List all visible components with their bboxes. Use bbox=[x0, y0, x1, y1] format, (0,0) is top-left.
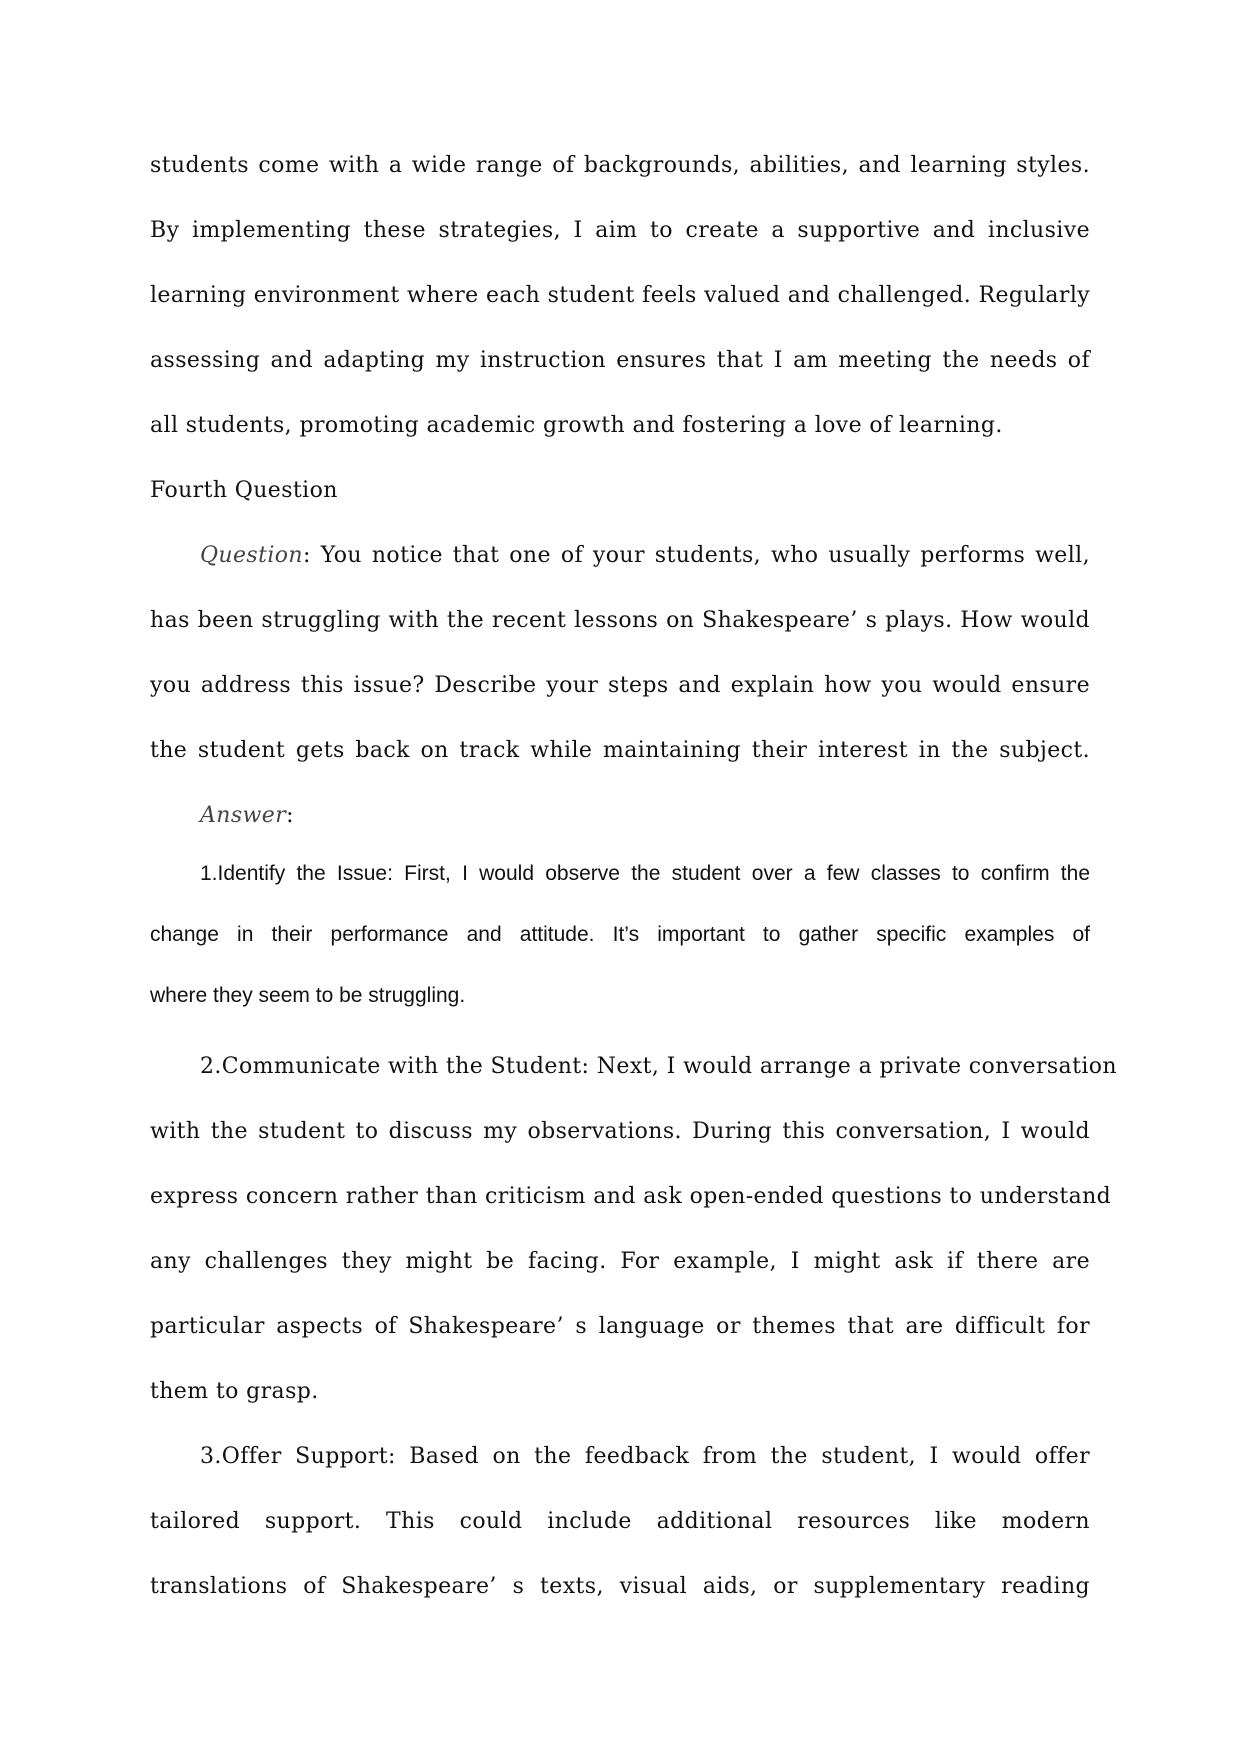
answer-line bbox=[150, 783, 1090, 848]
intro-paragraph bbox=[150, 133, 1090, 523]
intro-line: By implementing these strategies, I aim to create a supportive and inclusive bbox=[150, 218, 1090, 243]
intro-line: students come with a wide range of backgrounds, abilities, and learning styles. bbox=[150, 153, 1090, 178]
step1-line: where they seem to be struggling. bbox=[150, 984, 466, 1007]
step1-paragraph bbox=[150, 843, 1090, 1026]
question-label: Question bbox=[200, 543, 304, 568]
answer-suffix: : bbox=[286, 803, 294, 828]
answer-label: Answer bbox=[200, 803, 287, 828]
section-heading: Fourth Question bbox=[150, 478, 338, 503]
intro-line: learning environment where each student feels valued and challenged. Regularly bbox=[150, 283, 1091, 308]
step2-line: 2.Communicate with the Student: Next, I would arrange a private conversation bbox=[200, 1054, 1117, 1079]
step1-line: 1.Identify the Issue: First, I would observe the student over a few classes to confirm the bbox=[200, 862, 1090, 885]
question-line: the student gets back on track while maintaining their interest in the subject. bbox=[150, 738, 1090, 763]
question-line: has been struggling with the recent lessons on Shakespeare’ s plays. How would bbox=[150, 608, 1090, 633]
question-line: you address this issue? Describe your steps and explain how you would ensure bbox=[150, 673, 1090, 698]
intro-line: all students, promoting academic growth and fostering a love of learning. bbox=[150, 413, 1003, 438]
step3-line: translations of Shakespeare’ s texts, visual aids, or supplementary reading bbox=[150, 1574, 1090, 1599]
question-first-line bbox=[150, 523, 1090, 588]
step3-line: 3.Offer Support: Based on the feedback from the student, I would offer bbox=[200, 1444, 1090, 1469]
step3-paragraph bbox=[150, 1424, 1090, 1619]
step2-line: any challenges they might be facing. For example, I might ask if there are bbox=[150, 1249, 1090, 1274]
step2-line: express concern rather than criticism and ask open-ended questions to understand bbox=[150, 1184, 1112, 1209]
step2-line: them to grasp. bbox=[150, 1379, 319, 1404]
intro-line: assessing and adapting my instruction ensures that I am meeting the needs of bbox=[150, 348, 1090, 373]
step1-line: change in their performance and attitude. It’s important to gather specific examples of bbox=[150, 923, 1090, 946]
step2-line: with the student to discuss my observations. During this conversation, I would bbox=[150, 1119, 1090, 1144]
question-paragraph bbox=[150, 523, 1090, 848]
step2-paragraph bbox=[150, 1034, 1117, 1424]
question-text-start: : You notice that one of your students, who usually performs well, bbox=[303, 543, 1090, 568]
step3-line: tailored support. This could include additional resources like modern bbox=[150, 1509, 1090, 1534]
step2-line: particular aspects of Shakespeare’ s language or themes that are difficult for bbox=[150, 1314, 1090, 1339]
